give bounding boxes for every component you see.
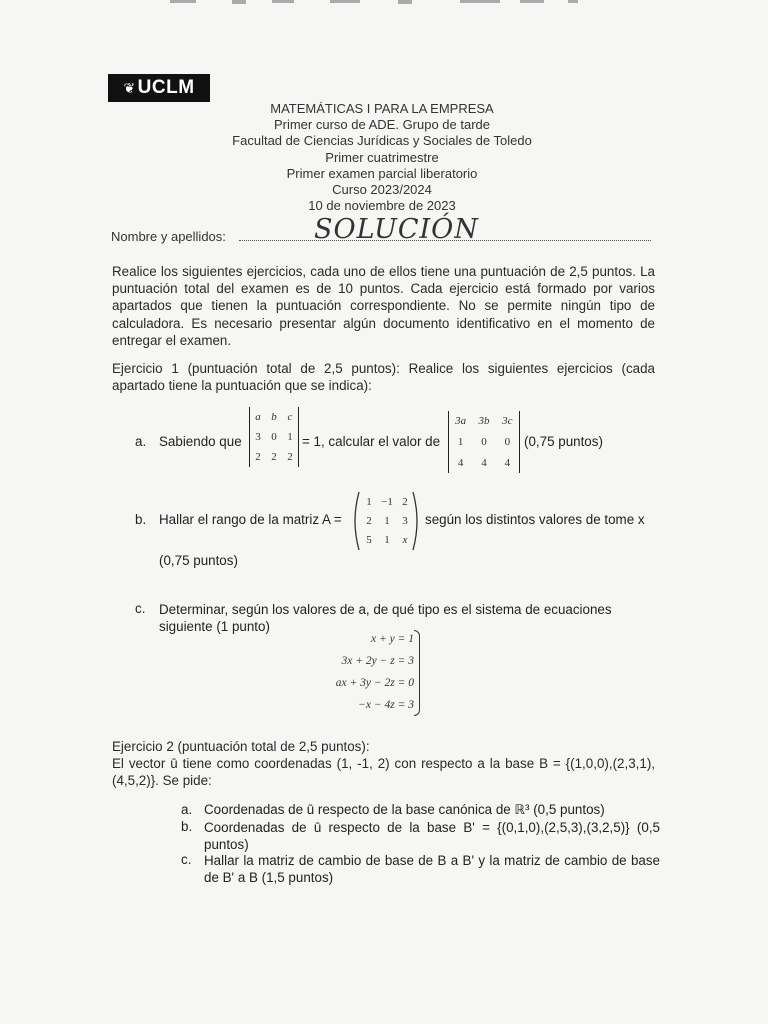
- academic-year: Curso 2023/2024: [332, 182, 432, 198]
- det-cell: 0: [271, 431, 277, 443]
- det-cell: 3b: [478, 415, 490, 428]
- scan-artifact: [0, 0, 768, 10]
- item-1c-letter: c.: [135, 601, 146, 616]
- item-1b-points: (0,75 puntos): [159, 553, 238, 568]
- det-cell: 3a: [455, 415, 467, 428]
- determinant-given: [249, 407, 299, 467]
- det-cell: 4: [481, 456, 487, 469]
- item-2b-letter: b.: [181, 819, 193, 834]
- course-title: MATEMÁTICAS I PARA LA EMPRESA: [270, 101, 494, 116]
- item-1b-condition: según los distintos valores de tome x: [425, 512, 645, 527]
- det-cell: 2: [255, 451, 261, 463]
- det-cell: 1: [287, 431, 293, 443]
- item-1b-text: Hallar el rango de la matriz A =: [159, 512, 342, 527]
- handwritten-name: SOLUCIÓN: [314, 214, 479, 245]
- det-cell: 3c: [502, 415, 513, 428]
- det-cell: a: [255, 411, 261, 423]
- det-cell: 4: [457, 456, 464, 469]
- item-2b-text: Coordenadas de ū respecto de la base B' = {(0,1,0),(2,5,3),(3,2,5)} (0,5 puntos): [204, 820, 660, 852]
- det-cell: 0: [504, 435, 511, 448]
- item-1c-text: Determinar, según los valores de a, de qué tipo es el sistema de ecuaciones siguiente (1 punto): [159, 602, 612, 634]
- determinant-to-compute: [448, 411, 520, 473]
- item-1b-letter: b.: [135, 512, 147, 527]
- university-logo: [108, 74, 210, 102]
- equation-1: x + y = 1: [371, 633, 414, 645]
- det-cell: 3: [255, 431, 261, 443]
- faculty-name: Facultad de Ciencias Jurídicas y Sociales de Toledo: [232, 133, 532, 149]
- det-cell: c: [287, 411, 293, 423]
- matrix-cell: 5: [366, 534, 372, 547]
- equation-system: [296, 628, 414, 716]
- logo-text: UCLM: [137, 77, 195, 98]
- matrix-cell: 3: [402, 514, 408, 527]
- item-1a-text-middle: = 1, calcular el valor de: [302, 434, 441, 449]
- matrix-cell: 2: [402, 495, 408, 508]
- item-2a-letter: a.: [181, 802, 193, 817]
- item-1a-points: (0,75 puntos): [524, 434, 603, 449]
- exam-type: Primer examen parcial liberatorio: [286, 165, 478, 181]
- det-cell: b: [271, 411, 277, 423]
- det-cell: 4: [504, 456, 511, 469]
- matrix-cell: x: [402, 534, 408, 547]
- equation-4: −x − 4z = 3: [358, 699, 414, 711]
- item-2a-text: Coordenadas de ū respecto de la base canónica de ℝ³ (0,5 puntos): [204, 802, 605, 817]
- item-1a-letter: a.: [135, 434, 147, 449]
- matrix-cell: −1: [381, 495, 393, 508]
- item-2c-letter: c.: [181, 852, 192, 867]
- equation-3: ax + 3y − 2z = 0: [335, 677, 414, 689]
- name-label: Nombre y apellidos:: [111, 229, 226, 244]
- exercise-2-title: Ejercicio 2 (puntuación total de 2,5 puntos):: [112, 739, 370, 754]
- det-cell: 0: [481, 435, 487, 448]
- equation-2: 3x + 2y − z = 3: [341, 655, 414, 667]
- det-cell: 2: [271, 451, 277, 463]
- matrix-cell: 1: [384, 534, 390, 547]
- item-1a-text-start: Sabiendo que: [159, 434, 242, 449]
- logo-mark-icon: ❦: [123, 79, 136, 96]
- exercise-2-intro: El vector ū tiene como coordenadas (1, -1, 2) con respecto a la base B = {(1,0,0),(2,3,1),(4,5,2)}. Se pide:: [112, 756, 655, 789]
- item-2c-text: Hallar la matriz de cambio de base de B a B' y la matriz de cambio de base de B' a B (1,5 puntos): [204, 853, 660, 885]
- exercise-1-intro: Ejercicio 1 (puntuación total de 2,5 puntos): Realice los siguientes ejercicios (cada apartado tiene la puntuación que se indica):: [112, 361, 655, 394]
- det-cell: 1: [457, 435, 464, 448]
- det-cell: 2: [287, 451, 293, 463]
- system-brace: [414, 630, 420, 716]
- semester: Primer cuatrimestre: [325, 149, 439, 165]
- matrix-cell: 2: [366, 514, 372, 527]
- instructions: Realice los siguientes ejercicios, cada uno de ellos tiene una puntuación de 2,5 puntos. La puntuación total del examen es de 10 puntos. Cada ejercicio está formado por varios apartados que tienen la puntuación correspondiente. No se permite ningún tipo de calculadora. Es necesario presentar algún documento identificativo en el momento de entregar el examen.: [112, 264, 655, 348]
- exam-header: [150, 101, 614, 214]
- exam-date: 10 de noviembre de 2023: [308, 198, 456, 214]
- matrix-a: [360, 492, 414, 550]
- matrix-cell: 1: [366, 495, 372, 508]
- matrix-cell: 1: [384, 514, 390, 527]
- course-year-group: Primer curso de ADE. Grupo de tarde: [273, 117, 491, 133]
